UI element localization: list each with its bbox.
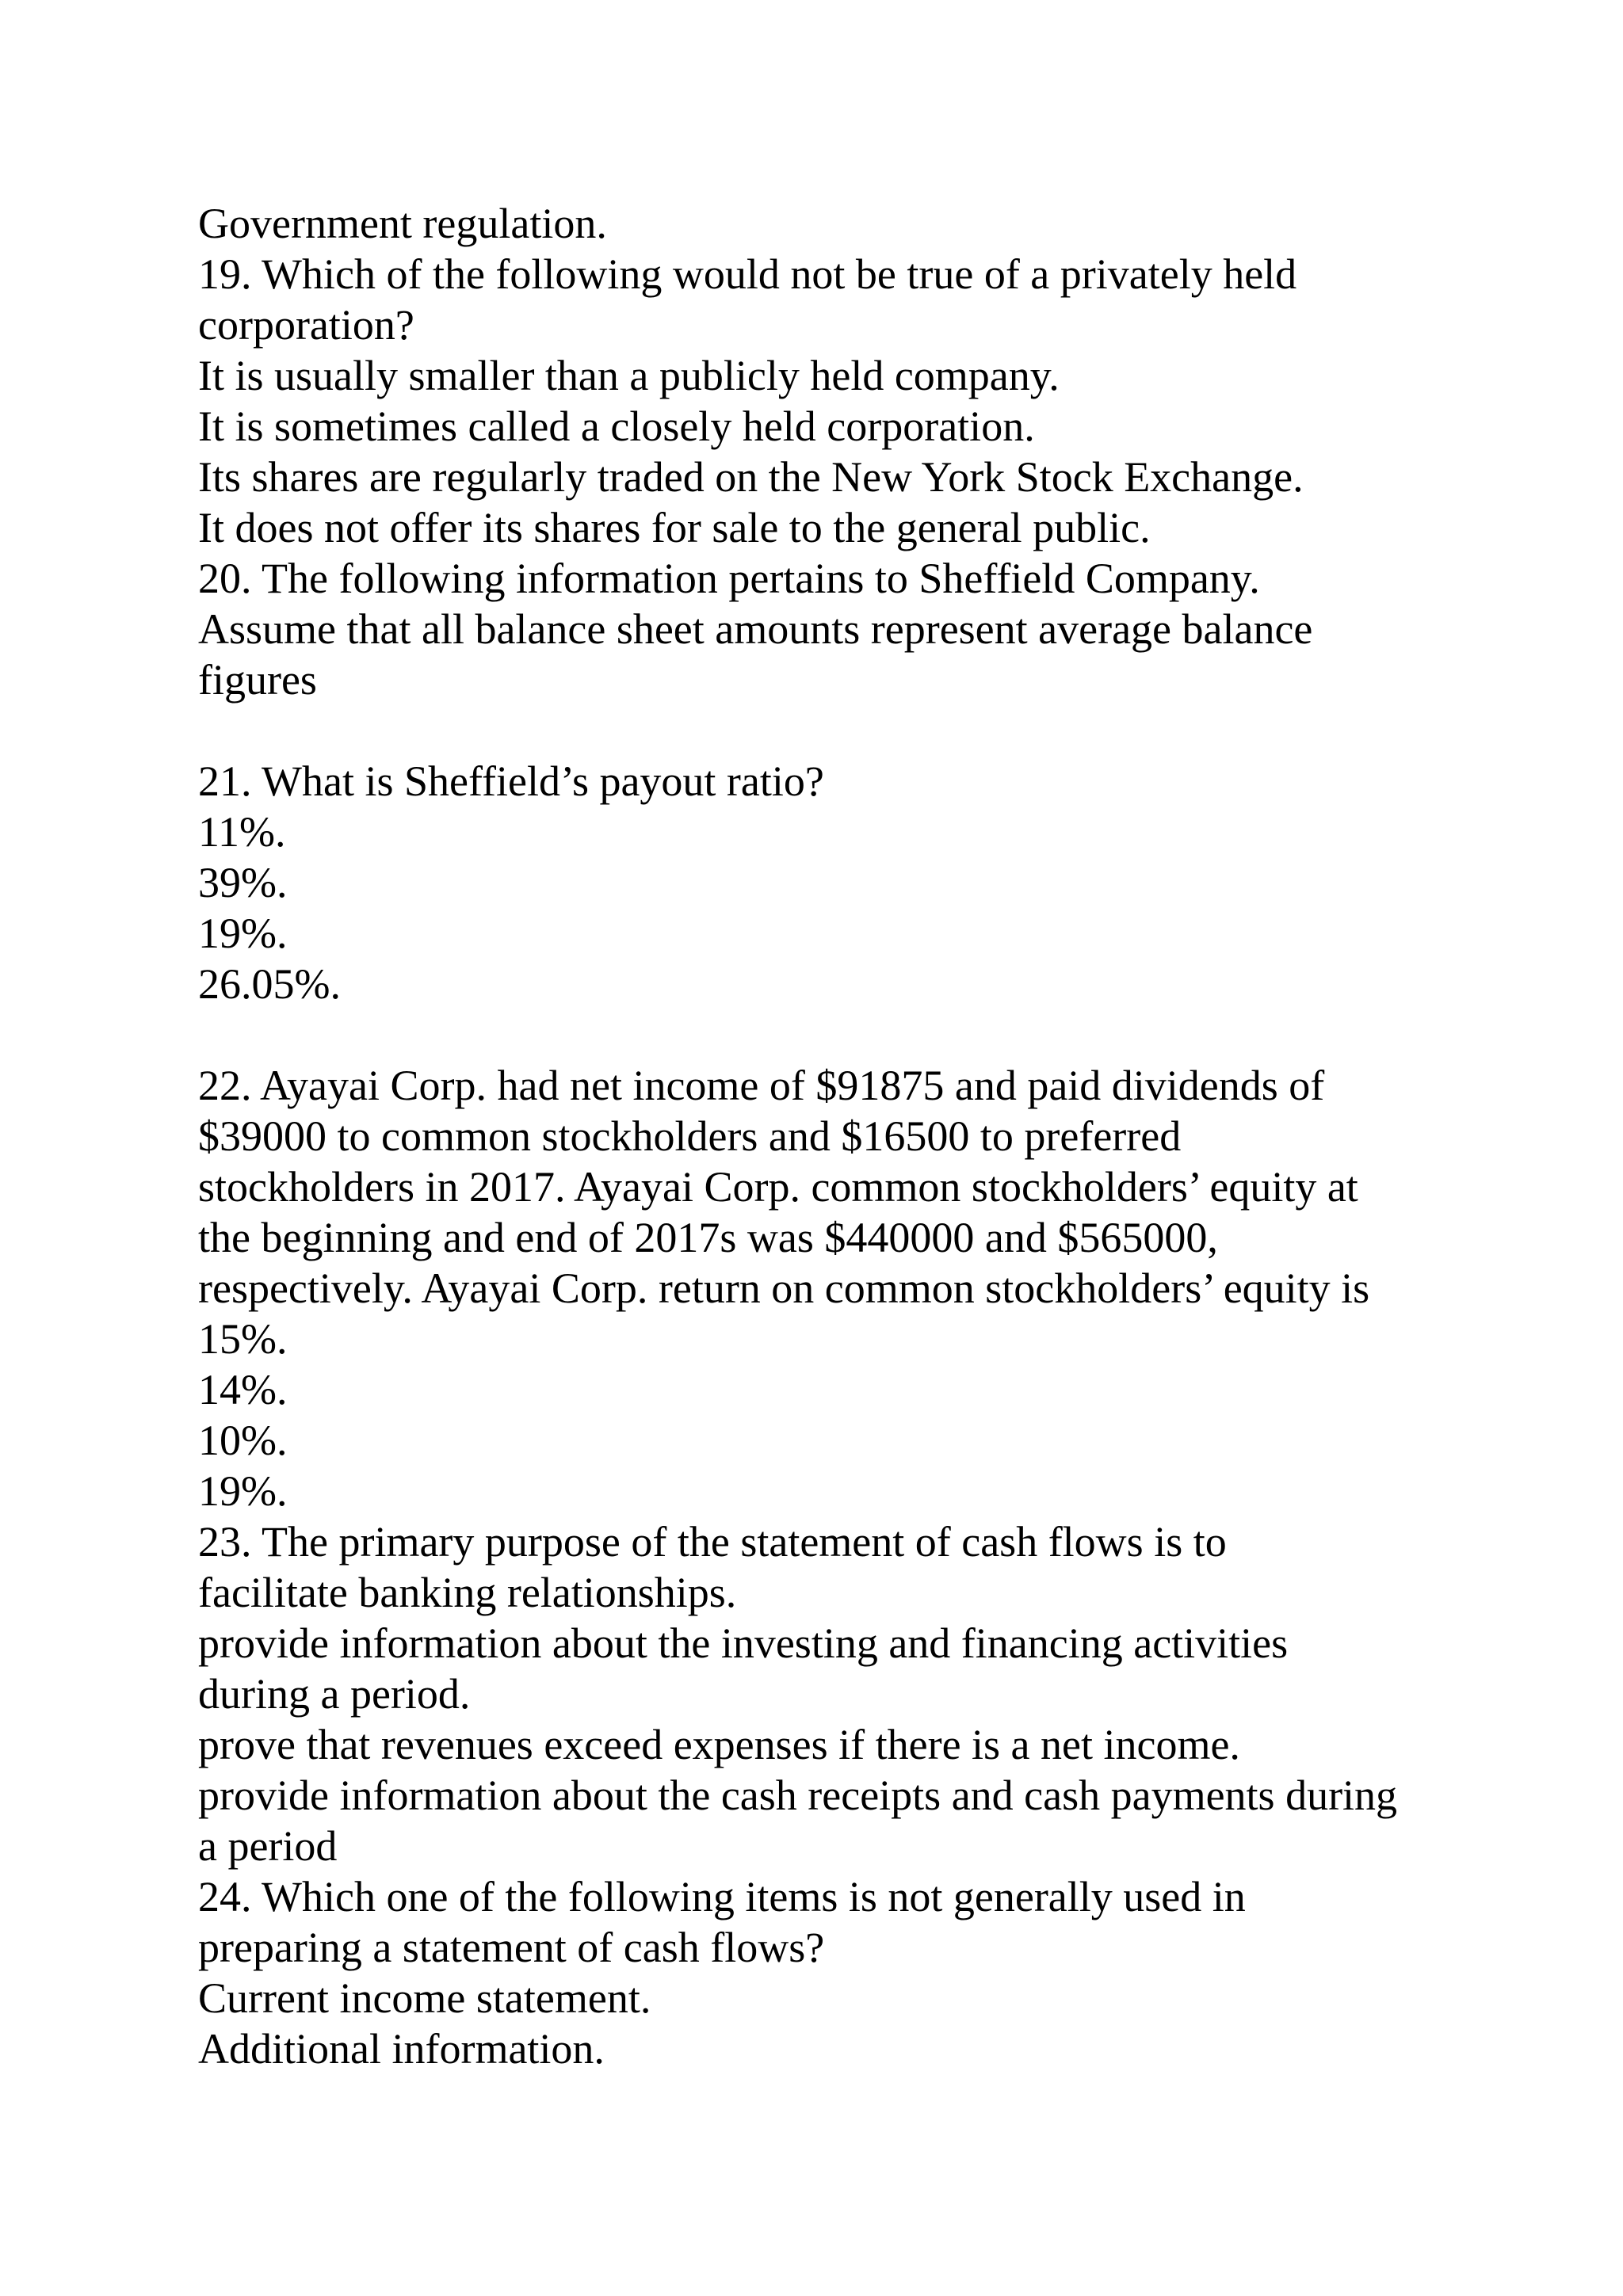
option-text: Its shares are regularly traded on the New York Stock Exchange. — [198, 453, 1304, 501]
option-text: It is usually smaller than a publicly held company. — [198, 352, 1060, 399]
question-24: 24. Which one of the following items is not generally used in — [198, 1873, 1246, 1920]
document-text — [198, 198, 1466, 2074]
option-text: 11%. — [198, 808, 286, 856]
option-text: facilitate banking relationships. — [198, 1569, 737, 1616]
question-22-cont: the beginning and end of 2017s was $440000 and $565000, — [198, 1214, 1218, 1261]
question-22-cont: respectively. Ayayai Corp. return on common stockholders’ equity is — [198, 1264, 1370, 1312]
question-20-cont: figures — [198, 656, 317, 704]
question-21: 21. What is Sheffield’s payout ratio? — [198, 757, 824, 805]
option-text: 19%. — [198, 910, 288, 957]
option-text-cont: during a period. — [198, 1670, 471, 1718]
option-text-cont: a period — [198, 1822, 338, 1870]
option-text: Government regulation. — [198, 200, 607, 247]
question-22-cont: stockholders in 2017. Ayayai Corp. common stockholders’ equity at — [198, 1163, 1358, 1211]
option-text: 14%. — [198, 1366, 288, 1413]
question-19: 19. Which of the following would not be true of a privately held — [198, 250, 1297, 298]
option-text: 26.05%. — [198, 960, 341, 1008]
question-20: 20. The following information pertains to Sheffield Company. — [198, 555, 1260, 602]
option-text: 19%. — [198, 1467, 288, 1515]
question-24-cont: preparing a statement of cash flows? — [198, 1924, 825, 1971]
question-22: 22. Ayayai Corp. had net income of $91875 and paid dividends of — [198, 1062, 1325, 1109]
option-text: It does not offer its shares for sale to the general public. — [198, 504, 1151, 551]
option-text: Current income statement. — [198, 1974, 651, 2022]
question-22-cont: $39000 to common stockholders and $16500 to preferred — [198, 1112, 1182, 1160]
question-20-cont: Assume that all balance sheet amounts represent average balance — [198, 605, 1313, 653]
option-text: 15%. — [198, 1315, 288, 1363]
option-text: provide information about the investing and financing activities — [198, 1619, 1289, 1667]
blank-line — [198, 1009, 1466, 1060]
question-19-cont: corporation? — [198, 301, 414, 349]
option-text: 39%. — [198, 859, 288, 906]
option-text: provide information about the cash receipts and cash payments during — [198, 1772, 1398, 1819]
option-text: 10%. — [198, 1417, 288, 1464]
question-23: 23. The primary purpose of the statement of cash flows is to — [198, 1518, 1227, 1566]
option-text: Additional information. — [198, 2025, 605, 2073]
option-text: prove that revenues exceed expenses if there is a net income. — [198, 1721, 1240, 1768]
blank-line — [198, 705, 1466, 756]
option-text: It is sometimes called a closely held corporation. — [198, 402, 1035, 450]
